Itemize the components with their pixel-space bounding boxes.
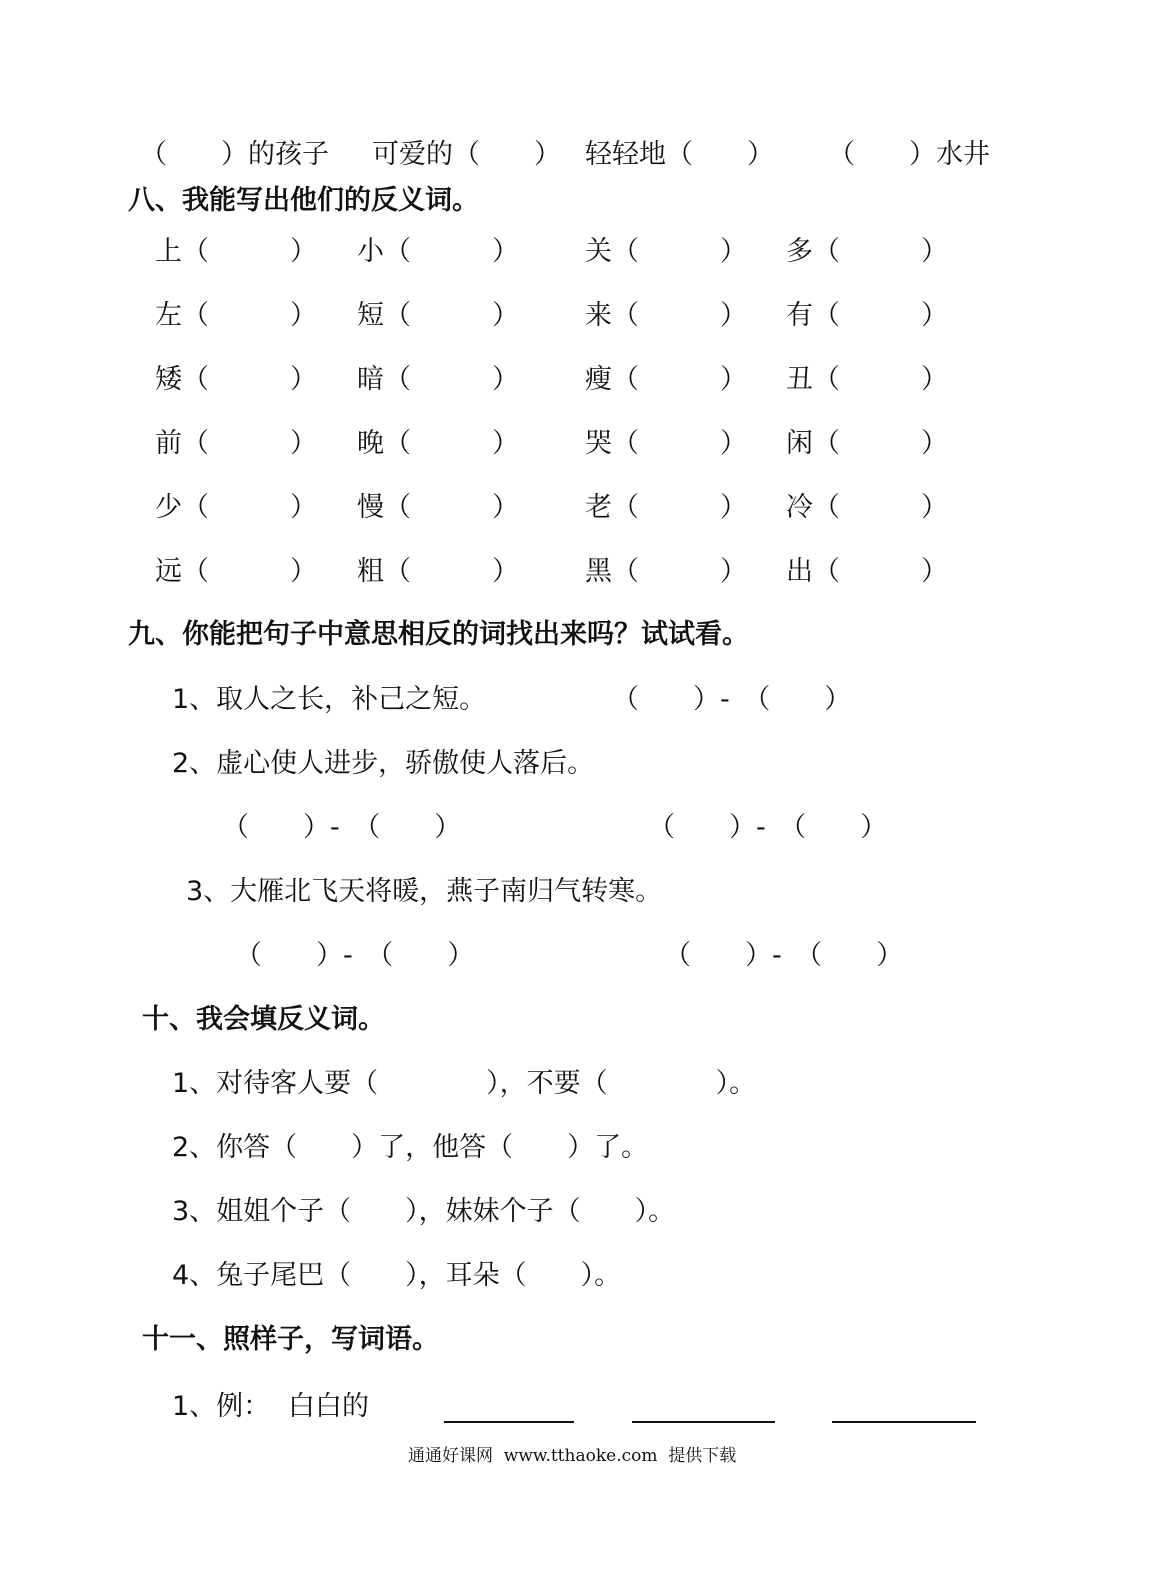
antonym-cell: 慢（ ） [357, 492, 519, 523]
antonym-cell: 小（ ） [357, 236, 519, 267]
antonym-cell: 黑（ ） [585, 556, 747, 587]
section-8-title: 八、我能写出他们的反义词。 [128, 185, 479, 216]
example-label: 1、例： [172, 1391, 271, 1422]
top-row-item-2: 可爱的（ ） [372, 139, 561, 170]
antonym-cell: 关（ ） [585, 236, 747, 267]
sentence-2-answer-pair-1: （ ）- （ ） [222, 812, 462, 843]
antonym-cell: 暗（ ） [357, 364, 519, 395]
top-row-item-3: 轻轻地（ ） [585, 139, 774, 170]
antonym-cell: 短（ ） [357, 300, 519, 331]
section-11-title: 十一、照样子，写词语。 [142, 1324, 439, 1355]
answer-blank-3[interactable] [832, 1421, 976, 1423]
antonym-cell: 前（ ） [155, 428, 317, 459]
sentence-1: 1、取人之长，补己之短。 [172, 684, 487, 715]
antonym-cell: 远（ ） [155, 556, 317, 587]
top-row-item-4: （ ）水井 [828, 139, 990, 170]
fill-item-4: 4、兔子尾巴（ ），耳朵（ ）。 [172, 1260, 622, 1291]
antonym-cell: 闲（ ） [786, 428, 948, 459]
antonym-cell: 瘦（ ） [585, 364, 747, 395]
example-word: 白白的 [288, 1391, 369, 1422]
antonym-cell: 多（ ） [786, 236, 948, 267]
answer-blank-2[interactable] [632, 1421, 775, 1423]
section-9-title: 九、你能把句子中意思相反的词找出来吗？试试看。 [128, 619, 749, 650]
sentence-2-answer-pair-2: （ ）- （ ） [648, 812, 888, 843]
sentence-3-answer-pair-1: （ ）- （ ） [235, 940, 475, 971]
sentence-2: 2、虚心使人进步，骄傲使人落后。 [172, 748, 595, 779]
antonym-cell: 老（ ） [585, 492, 747, 523]
top-row-item-1: （ ）的孩子 [140, 139, 329, 170]
fill-item-2: 2、你答（ ）了，他答（ ）了。 [172, 1132, 649, 1163]
antonym-cell: 哭（ ） [585, 428, 747, 459]
antonym-cell: 冷（ ） [786, 492, 948, 523]
fill-item-3: 3、姐姐个子（ ），妹妹个子（ ）。 [172, 1196, 676, 1227]
antonym-cell: 丑（ ） [786, 364, 948, 395]
sentence-1-answer-pair: （ ）- （ ） [612, 684, 852, 715]
antonym-cell: 粗（ ） [357, 556, 519, 587]
antonym-cell: 左（ ） [155, 300, 317, 331]
antonym-cell: 上（ ） [155, 236, 317, 267]
antonym-cell: 晚（ ） [357, 428, 519, 459]
sentence-3: 3、大雁北飞天将暖，燕子南归气转寒。 [186, 876, 663, 907]
antonym-cell: 矮（ ） [155, 364, 317, 395]
antonym-cell: 少（ ） [155, 492, 317, 523]
footer-credit: 通通好课网 www.tthaoke.com 提供下载 [408, 1446, 737, 1466]
antonym-cell: 有（ ） [786, 300, 948, 331]
section-10-title: 十、我会填反义词。 [142, 1004, 385, 1035]
answer-blank-1[interactable] [444, 1421, 574, 1423]
antonym-cell: 来（ ） [585, 300, 747, 331]
antonym-cell: 出（ ） [786, 556, 948, 587]
sentence-3-answer-pair-2: （ ）- （ ） [664, 940, 904, 971]
fill-item-1: 1、对待客人要（ ），不要（ ）。 [172, 1068, 757, 1099]
